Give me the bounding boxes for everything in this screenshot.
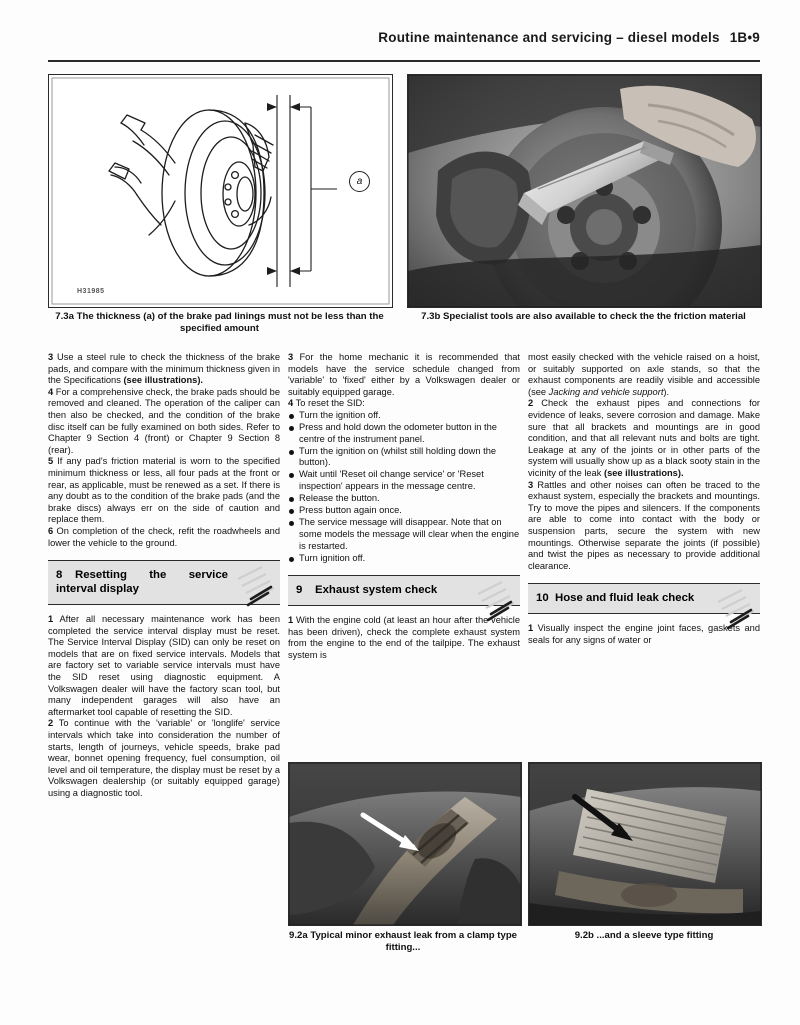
paragraph-text: For the home mechanic it is recommended that models have the service schedule changed from 'variable' to 'fixed' either by a Volkswagen dealer or suitably equipped garage. <box>288 352 520 397</box>
brake-measuring-tool-photo <box>408 75 761 307</box>
figure-7-3a-brake-disc-drawing <box>48 74 393 308</box>
paragraph-text: Check the exhaust pipes and connections for evidence of leaks, severe corrosion and damage. Make sure that all brackets and mountings are in good condition, and that all relevant nuts and bolts are tight. Leakage at any of the joints or in other parts of the system will usually show up as a black sooty stain in the vicinity of the leak <box>528 398 760 478</box>
section-number: 8 <box>56 569 63 582</box>
section-heading-8 <box>48 560 280 605</box>
paragraph-text: most easily checked with the vehicle raised on a hoist, or suitably supported on axle stands, so that the exhaust components are readily visible and accessible (see <box>528 352 760 397</box>
paragraph-5 <box>48 456 280 526</box>
paragraph-number: 1 <box>528 623 534 634</box>
paragraph-text: If any pad's friction material is worn to the specified minimum thickness or less, all four pads at the front or rear, as applicable, must be renewed as a set. If there is any doubt as to the condition of the brake pads (and the brake discs) always err on the side of caution and replace them. <box>48 456 280 525</box>
section-heading-10 <box>528 583 760 614</box>
cross-reference: Jacking and vehicle support <box>548 386 664 397</box>
paragraph-number: 2 <box>48 718 54 729</box>
text-column-3 <box>528 352 760 646</box>
paragraph-text: To continue with the 'variable' or 'longlife' service intervals which take into consideration the number of starts, length of journeys, vehicle speeds, brake pad wear, bonnet opening frequency, fuel consumption, oil level and oil temperature, the display must be reset by a Volkswagen dealership (or suitably equipped garage) using a diagnostic tool. <box>48 718 280 798</box>
page-header <box>48 30 760 45</box>
list-item: Turn the ignition off. <box>288 410 520 422</box>
section-title: Resetting the service interval display <box>56 569 228 596</box>
paragraph-number: 2 <box>528 398 534 409</box>
list-item: Wait until 'Reset oil change service' or 'Reset inspection' appears in the message centre. <box>288 469 520 492</box>
paragraph-number: 5 <box>48 456 54 467</box>
paragraph-number: 3 <box>288 352 294 362</box>
paragraph-tail: ). <box>663 386 670 397</box>
figure-9-2b-caption: 9.2b ...and a sleeve type fitting <box>574 930 714 941</box>
section-8-title-row <box>56 568 228 596</box>
section-number: 9 <box>296 584 303 597</box>
paragraph-text: Visually inspect the engine joint faces, gaskets and seals for any signs of water or <box>528 623 760 645</box>
section-9-title-row <box>296 583 468 597</box>
list-item: The service message will disappear. Note that on some models the message will clear when the engine is restarted. <box>288 517 520 552</box>
paragraph-bold-tail: (see illustrations). <box>123 375 204 386</box>
figure-7-3b-caption: 7.3b Specialist tools are also available to check the the friction material <box>421 311 746 322</box>
figure-7-3b-photo <box>407 74 762 308</box>
header-rule <box>48 60 760 62</box>
paragraph-text: To reset the SID: <box>293 398 365 409</box>
exhaust-sleeve-fitting-photo <box>529 763 761 925</box>
paragraph-3 <box>528 480 760 573</box>
paragraph-4 <box>48 387 280 457</box>
paragraph-2 <box>528 398 760 479</box>
list-item: Press and hold down the odometer button in the centre of the instrument panel. <box>288 422 520 445</box>
section-title: Exhaust system check <box>315 584 438 597</box>
list-item: Turn the ignition on (whilst still holding down the button). <box>288 446 520 469</box>
paragraph-text: For a comprehensive check, the brake pads should be removed and cleaned. The operation of the caliper can then also be checked, and the condition of the brake disc itself can be fully examined on both sides. Refer to Chapter 9 Section 4 (front) or Chapter 9 Section 8 (rear). <box>48 386 280 455</box>
header-title: Routine maintenance and servicing – diesel models <box>378 30 720 45</box>
paragraph-text: On completion of the check, refit the roadwheels and lower the vehicle to the ground. <box>48 525 280 548</box>
paragraph-number: 1 <box>288 615 294 626</box>
list-item: Turn ignition off. <box>288 553 520 565</box>
continued-paragraph <box>528 352 760 398</box>
paragraph-number: 1 <box>48 614 54 625</box>
paragraph-4 <box>288 398 520 410</box>
section-heading-9 <box>288 575 520 606</box>
paragraph-text: With the engine cold (at least an hour after the vehicle has been driven), check the complete exhaust system from the engine to the end of the tailpipe. The exhaust system is <box>288 615 520 660</box>
figure-9-2a-photo <box>288 762 522 926</box>
figure-7-3a-caption: 7.3a The thickness (a) of the brake pad linings must not be less than the specified amount <box>55 311 384 334</box>
section8-paragraph-1 <box>48 614 280 718</box>
paragraph-number: 4 <box>48 386 54 397</box>
figure-9-2b-photo <box>528 762 762 926</box>
list-item: Press button again once. <box>288 505 520 517</box>
paragraph-3 <box>48 352 280 387</box>
paragraph-bold-tail: (see illustrations). <box>603 467 684 478</box>
text-column-2 <box>288 352 520 662</box>
paragraph-number: 3 <box>48 352 54 362</box>
brake-disc-line-drawing <box>49 75 392 307</box>
paragraph-number: 6 <box>48 525 54 536</box>
callout-a-label: a <box>349 171 370 192</box>
exhaust-clamp-leak-photo <box>289 763 521 925</box>
spanner-icon <box>232 565 274 609</box>
list-item: Release the button. <box>288 493 520 505</box>
sid-reset-steps <box>288 410 520 564</box>
section-number: 10 <box>536 592 549 605</box>
figure-9-2a-caption: 9.2a Typical minor exhaust leak from a clamp type fitting... <box>288 930 518 953</box>
paragraph-text: Use a steel rule to check the thickness of the brake pads, and compare with the minimum thickness given in the Specifications <box>48 352 280 386</box>
paragraph-number: 3 <box>528 479 534 490</box>
paragraph-text: After all necessary maintenance work has been completed the service interval display must be reset. The Service Interval Display (SID) can only be reset on models that are on fixed service intervals. Models that are factory set to variable service intervals must have the SID reset using diagnostic equipment. A Volkswagen dealer will have the factory scan tool, but many independent garages will also have an aftermarket tool capable of resetting the SID. <box>48 614 280 717</box>
paragraph-text: Rattles and other noises can often be traced to the exhaust system, especially the brackets and mountings. Try to move the pipes and silencers. If the components are able to come into contact with the body or suspension parts, secure the system with new mountings. Otherwise separate the joints (if possible) and twist the pipes as necessary to provide additional clearance. <box>528 479 760 571</box>
spanner-icon <box>472 580 514 624</box>
section-10-title-row <box>536 591 708 605</box>
section-title: Hose and fluid leak check <box>555 592 695 605</box>
spanner-icon <box>712 588 754 632</box>
page-number: 1B•9 <box>729 30 760 45</box>
section8-paragraph-2 <box>48 718 280 799</box>
paragraph-3 <box>288 352 520 398</box>
text-column-1 <box>48 352 280 800</box>
paragraph-6 <box>48 526 280 549</box>
paragraph-number: 4 <box>288 398 294 409</box>
drawing-code: H31985 <box>77 288 105 295</box>
